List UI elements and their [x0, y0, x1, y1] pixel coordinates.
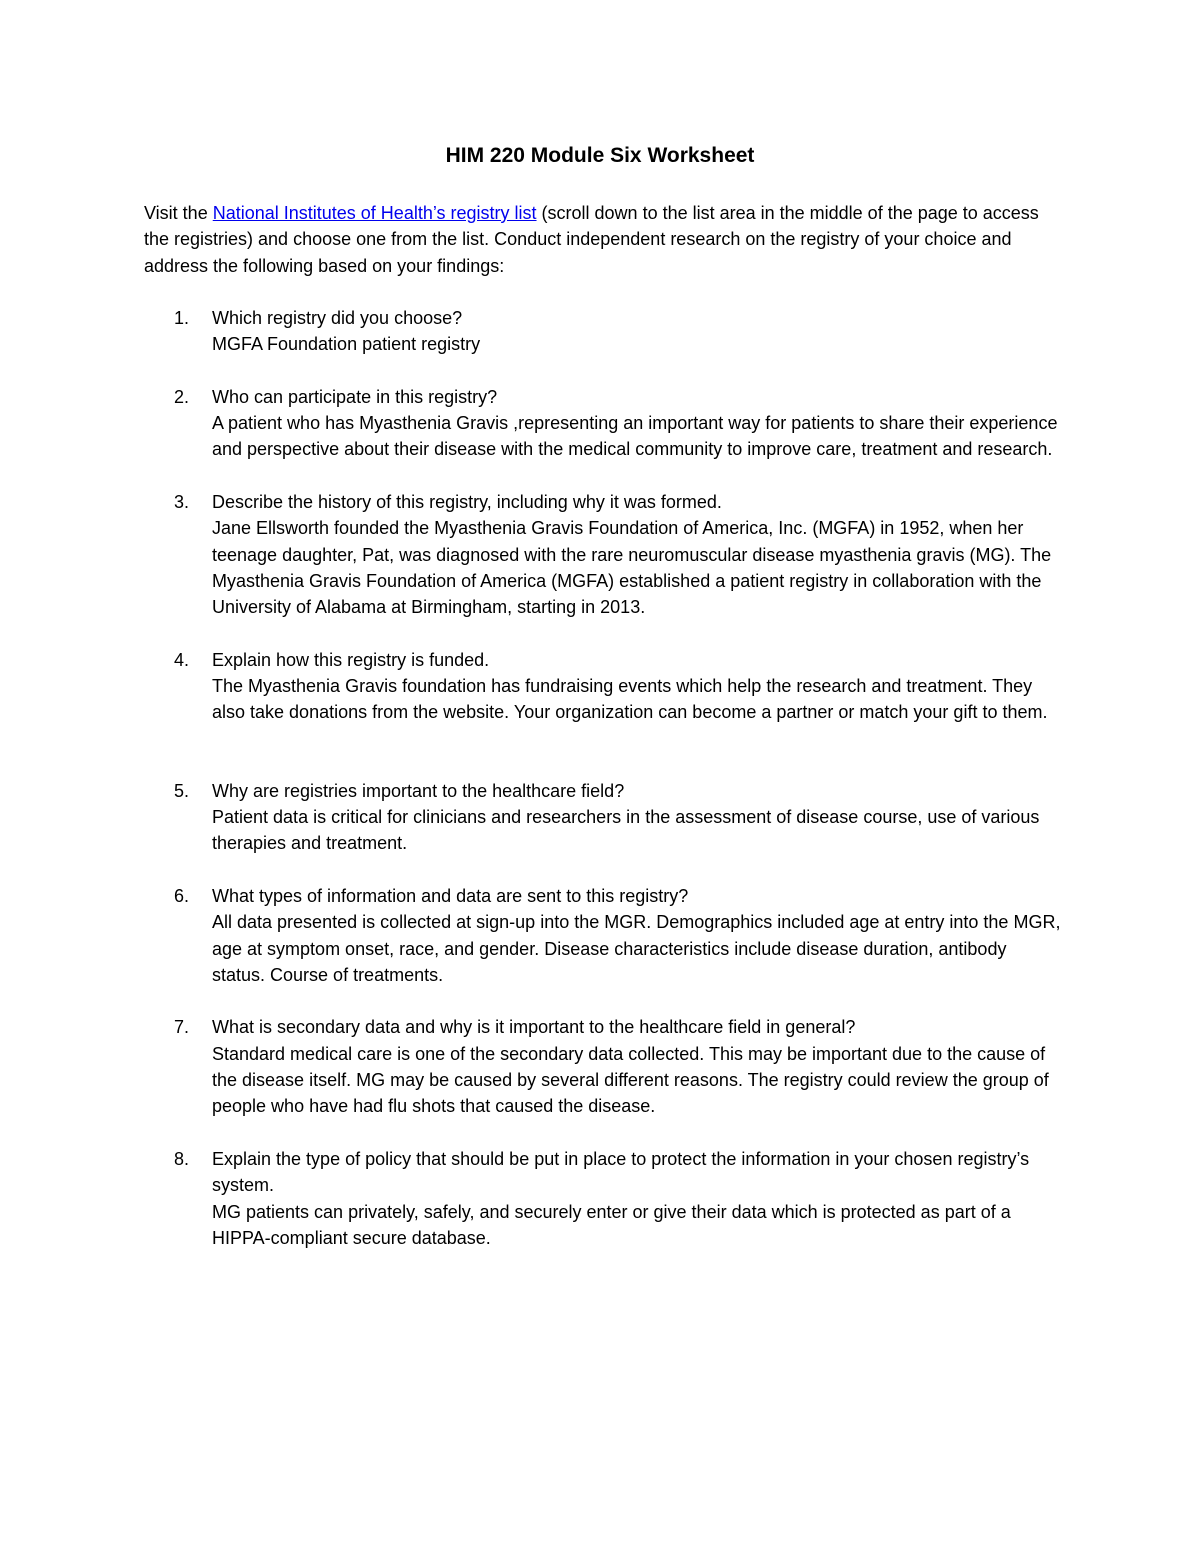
answer-text: MGFA Foundation patient registry [212, 334, 481, 355]
question-number: 4. [174, 649, 190, 670]
answer-text: MG patients can privately, safely, and securely enter or give their data which is protected as part of a HIPPA-compliant secure database. [212, 1201, 1011, 1248]
question-number: 3. [174, 492, 190, 513]
nih-registry-list-link[interactable]: National Institutes of Health’s registry list [212, 203, 537, 223]
question-number: 7. [174, 1017, 190, 1038]
question-number: 2. [174, 386, 190, 407]
page-title: HIM 220 Module Six Worksheet [445, 144, 755, 167]
question-list [144, 305, 1064, 1277]
answer-text: All data presented is collected at sign-up into the MGR. Demographics included age at entry into the MGR, age at symptom onset, race, and gender. Disease characteristics include disease duration, antibody status. Course of treatments. [212, 912, 1061, 985]
question-item-4 [144, 647, 1064, 726]
question-number: 8. [174, 1148, 190, 1169]
question-text: Explain how this registry is funded. [212, 649, 490, 670]
question-item-3 [144, 489, 1064, 620]
question-text: Which registry did you choose? [212, 308, 463, 328]
question-number: 5. [174, 780, 190, 801]
question-text: Describe the history of this registry, including why it was formed. [212, 492, 722, 513]
question-item-1 [144, 305, 1064, 358]
intro-prefix: Visit the [144, 203, 213, 223]
question-number: 6. [174, 885, 190, 906]
question-item-7 [144, 1014, 1064, 1119]
intro-paragraph [144, 200, 1064, 279]
question-item-2 [144, 384, 1064, 463]
intro-suffix: (scroll down to the list area in the middle of the page to access the registries) and choose one from the list. Conduct independent research on the registry of your choice and address the following based on your findings: [144, 203, 1039, 276]
question-text: Why are registries important to the healthcare field? [212, 780, 625, 801]
question-item-6 [144, 883, 1064, 988]
answer-text: Standard medical care is one of the secondary data collected. This may be important due to the cause of the disease itself. MG may be caused by several different reasons. The registry could review the group of people who have had flu shots that caused the disease. [212, 1043, 1049, 1117]
answer-text: Jane Ellsworth founded the Myasthenia Gravis Foundation of America, Inc. (MGFA) in 1952, when her teenage daughter, Pat, was diagnosed with the rare neuromuscular disease myasthenia gravis (MG). The Myasthenia Gravis Foundation of America (MGFA) established a patient registry in collaboration with the University of Alabama at Birmingham, starting in 2013. [212, 518, 1052, 618]
question-text: What is secondary data and why is it important to the healthcare field in general? [212, 1017, 856, 1038]
answer-text: Patient data is critical for clinicians and researchers in the assessment of disease course, use of various therapies and treatment. [212, 807, 1040, 854]
answer-text: A patient who has Myasthenia Gravis ,representing an important way for patients to share their experience and perspective about their disease with the medical community to improve care, treatment and research. [212, 413, 1058, 460]
question-item-8 [144, 1146, 1064, 1251]
question-text: Who can participate in this registry? [212, 386, 498, 407]
answer-text: The Myasthenia Gravis foundation has fundraising events which help the research and treatment. They also take donations from the website. Your organization can become a partner or match your gift to them. [212, 676, 1048, 723]
question-text: What types of information and data are sent to this registry? [212, 885, 689, 906]
question-item-5 [144, 778, 1064, 857]
question-number: 1. [174, 308, 190, 328]
question-text: Explain the type of policy that should be put in place to protect the information in your chosen registry’s system. [212, 1148, 1030, 1196]
